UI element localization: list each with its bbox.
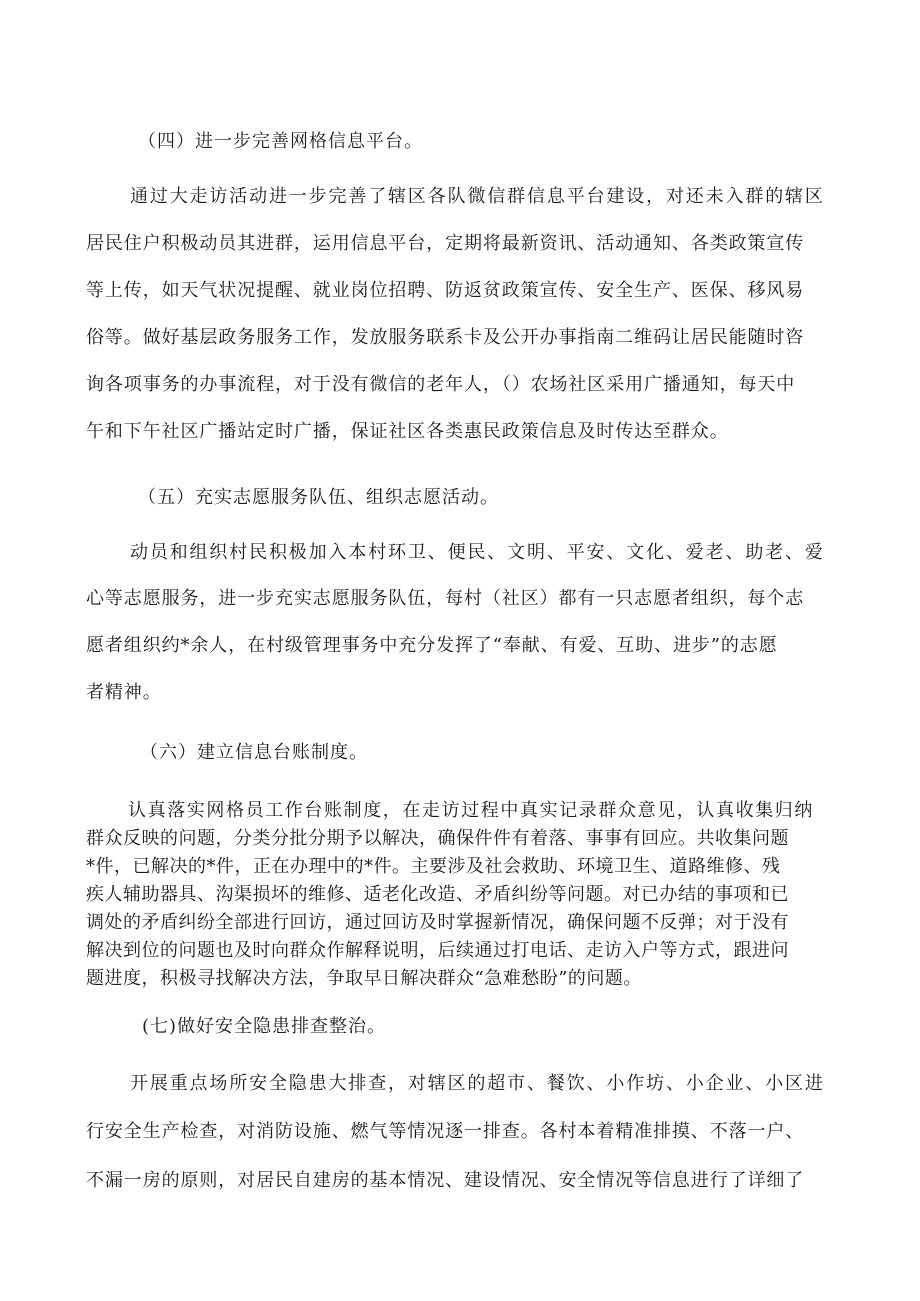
section-5-heading: （五）充实志愿服务队伍、组织志愿活动。 [138,487,499,508]
section-4-heading: （四）进一步完善网格信息平台。 [138,131,423,152]
section-6-line-3: *件，已解决的*件，正在办理中的*件。主要涉及社会救助、环境卫生、道路维修、残 [86,856,781,877]
section-5-line-1: 动员和组织村民积极加入本村环卫、便民、文明、平安、文化、爱老、助老、爱 [130,542,825,563]
section-4-line-5: 询各项事务的办事流程，对于没有微信的老年人，（）农场社区采用广播通知，每天中 [86,374,796,395]
section-6-heading: （六）建立信息台账制度。 [140,742,368,763]
section-7-heading: (七)做好安全隐患排查整治。 [142,1016,387,1037]
section-6-line-2: 群众反映的问题，分类分批分期予以解决，确保件件有着落、事事有回应。共收集问题 [86,828,789,849]
section-4-line-4: 俗等。做好基层政务服务工作，发放服务联系卡及公开办事指南二维码让居民能随时咨 [86,327,805,348]
section-6-line-7: 题进度，积极寻找解决方法，争取早日解决群众“急难愁盼”的问题。 [86,968,642,989]
section-4-line-2: 居民住户积极动员其进群，运用信息平台，定期将最新资讯、活动通知、各类政策宣传 [86,233,805,254]
section-7-line-2: 行安全生产检查，对消防设施、燃气等情况逐一排查。各村本着精准排摸、不落一户、 [86,1121,805,1142]
section-7-line-3: 不漏一房的原则，对居民自建房的基本情况、建设情况、安全情况等信息进行了详细了 [86,1170,805,1191]
section-6-line-5: 调处的矛盾纠纷全部进行回访，通过回访及时掌握新情况，确保问题不反弹；对于没有 [86,912,789,933]
section-5-line-4: 者精神。 [86,682,162,703]
section-7-line-1: 开展重点场所安全隐患大排查，对辖区的超市、餐饮、小作坊、小企业、小区进 [130,1073,825,1094]
section-6-line-6: 解决到位的问题也及时向群众作解释说明，后续通过打电话、走访入户等方式，跟进问 [86,940,789,961]
section-4-line-6: 午和下午社区广播站定时广播，保证社区各类惠民政策信息及时传达至群众。 [86,421,729,442]
section-4-line-3: 等上传，如天气状况提醒、就业岗位招聘、防返贫政策宣传、安全生产、医保、移风易 [86,280,805,301]
section-6-line-1: 认真落实网格员工作台账制度，在走访过程中真实记录群众意见，认真收集归纳 [128,800,814,821]
section-4-line-1: 通过大走访活动进一步完善了辖区各队微信群信息平台建设，对还未入群的辖区 [130,186,825,207]
section-6-line-4: 疾人辅助器具、沟渠损坏的维修、适老化改造、矛盾纠纷等问题。对已办结的事项和已 [86,884,789,905]
section-5-line-2: 心等志愿服务，进一步充实志愿服务队伍，每村（社区）都有一只志愿者组织，每个志 [86,588,805,609]
section-5-line-3: 愿者组织约*余人，在村级管理事务中充分发挥了“奉献、有爱、互助、进步”的志愿 [86,635,778,656]
